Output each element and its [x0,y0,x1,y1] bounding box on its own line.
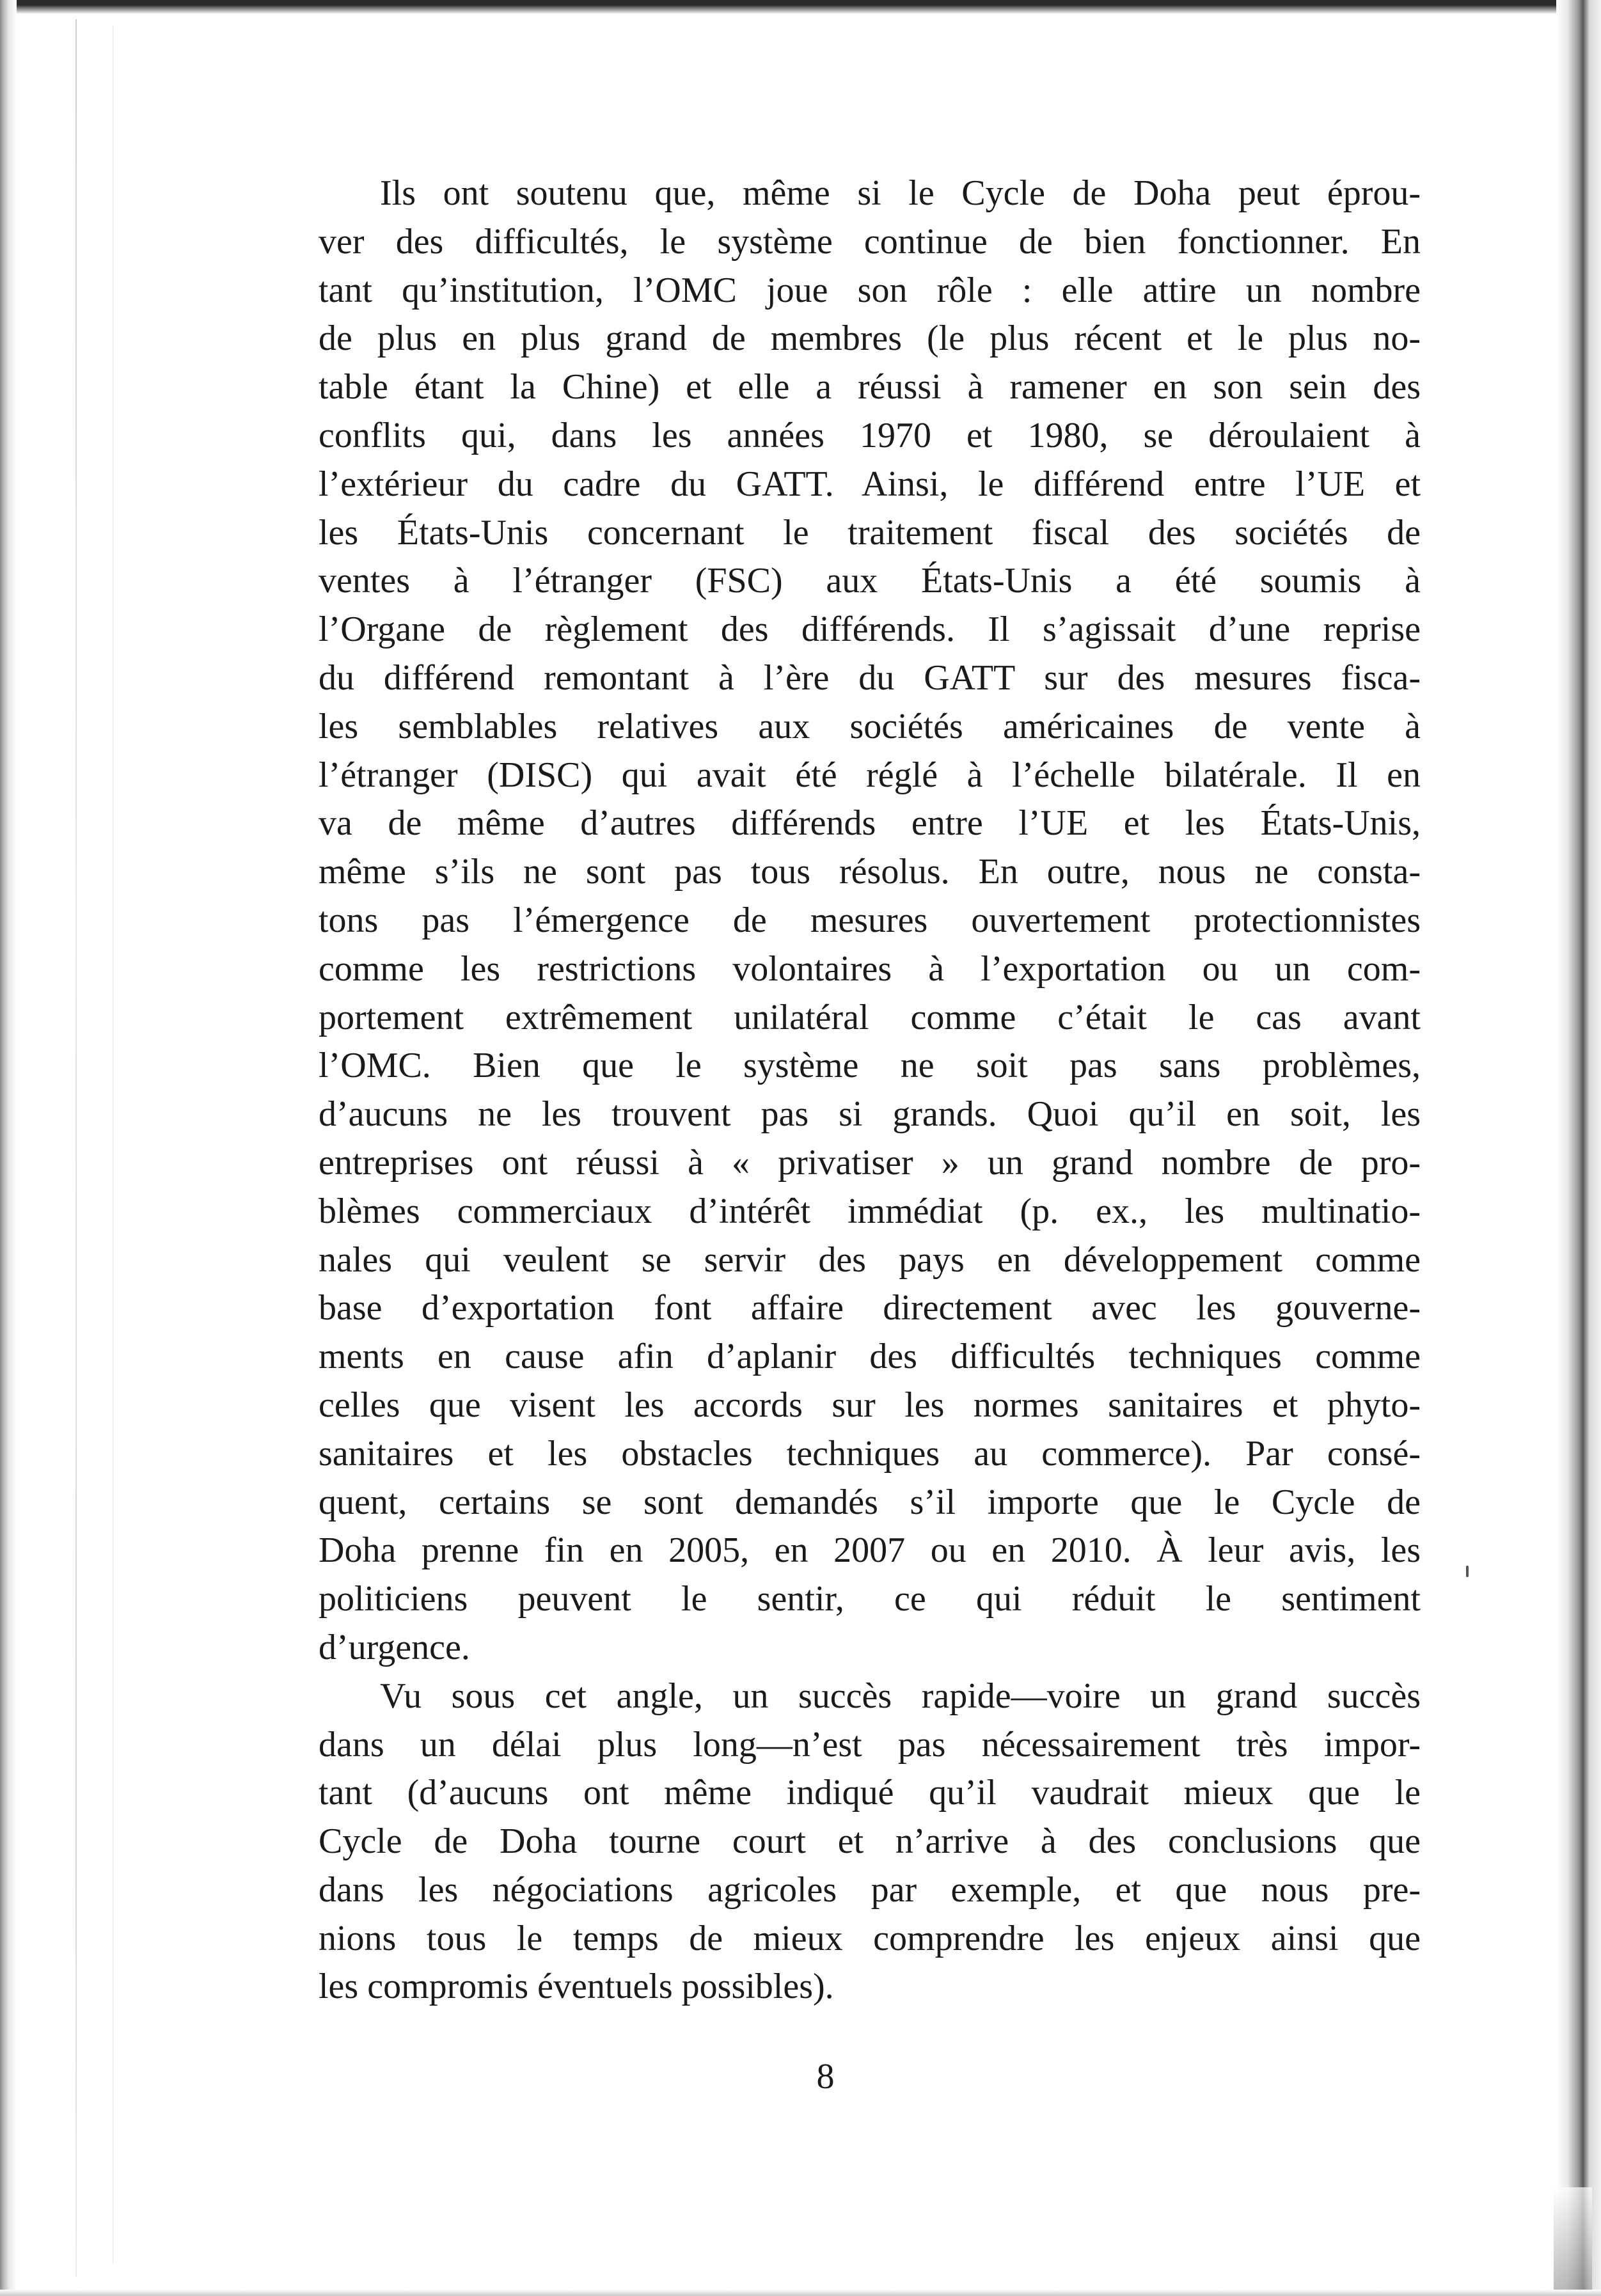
text-line: les compromis éventuels possibles). [319,1967,834,2007]
scan-corner-shadow [1554,2187,1592,2296]
scan-speck [1466,1566,1469,1577]
paragraph-2 [319,1672,1421,2012]
text-line: quent, certains se sont demandés s’il importe que le Cycle de [319,1482,1421,1522]
text-line: les semblables relatives aux sociétés américaines de vente à [319,706,1421,746]
text-line: ver des difficultés, le système continue de bien fonctionner. En [319,221,1421,262]
scan-right-edge [1556,0,1601,2296]
page-number: 8 [816,2057,835,2096]
text-line: Vu sous cet angle, un succès rapide—voire un grand succès [380,1676,1421,1716]
text-line: tant (d’aucuns ont même indiqué qu’il vaudrait mieux que le [319,1773,1421,1813]
text-line: d’aucuns ne les trouvent pas si grands. Quoi qu’il en soit, les [319,1094,1421,1135]
scan-top-edge [0,0,1601,14]
text-line: l’extérieur du cadre du GATT. Ainsi, le différend entre l’UE et [319,464,1421,504]
text-line: nions tous le temps de mieux comprendre les enjeux ainsi que [319,1918,1421,1958]
text-line: comme les restrictions volontaires à l’exportation ou un com- [319,948,1421,989]
text-line: ventes à l’étranger (FSC) aux États-Unis a été soumis à [319,561,1421,601]
body-text [319,169,1421,2011]
text-line: Ils ont soutenu que, même si le Cycle de Doha peut éprou- [380,173,1421,213]
paragraph-1 [319,169,1421,1672]
text-line: nales qui veulent se servir des pays en développement comme [319,1239,1421,1280]
text-line: base d’exportation font affaire directement avec les gouverne- [319,1288,1421,1328]
text-line: l’Organe de règlement des différends. Il s’agissait d’une reprise [319,609,1421,650]
text-line: tant qu’institution, l’OMC joue son rôle : elle attire un nombre [319,270,1421,310]
text-line: dans un délai plus long—n’est pas nécessairement très impor- [319,1724,1421,1765]
text-line: entreprises ont réussi à « privatiser » un grand nombre de pro- [319,1142,1421,1183]
scan-binding-line [75,19,77,2277]
text-line: conflits qui, dans les années 1970 et 1980, se déroulaient à [319,415,1421,455]
scan-bottom-edge [0,2290,1601,2296]
text-line: l’étranger (DISC) qui avait été réglé à l’échelle bilatérale. Il en [319,755,1421,795]
text-line: table étant la Chine) et elle a réussi à ramener en son sein des [319,367,1421,407]
text-line: d’urgence. [319,1627,470,1667]
text-line: même s’ils ne sont pas tous résolus. En outre, nous ne consta- [319,852,1421,892]
text-line: l’OMC. Bien que le système ne soit pas sans problèmes, [319,1046,1421,1086]
text-line: du différend remontant à l’ère du GATT sur des mesures fisca- [319,657,1421,698]
text-line: Doha prenne fin en 2005, en 2007 ou en 2010. À leur avis, les [319,1530,1421,1571]
scan-left-edge [0,0,17,2296]
text-line: sanitaires et les obstacles techniques au commerce). Par consé- [319,1433,1421,1474]
text-line: de plus en plus grand de membres (le plus récent et le plus no- [319,318,1421,359]
text-line: dans les négociations agricoles par exemple, et que nous pre- [319,1869,1421,1910]
text-line: les États-Unis concernant le traitement fiscal des sociétés de [319,512,1421,553]
text-line: portement extrêmement unilatéral comme c’était le cas avant [319,997,1421,1037]
text-line: tons pas l’émergence de mesures ouvertement protectionnistes [319,900,1421,940]
text-line: ments en cause afin d’aplanir des difficultés techniques comme [319,1337,1421,1377]
text-line: celles que visent les accords sur les normes sanitaires et phyto- [319,1385,1421,1425]
text-line: blèmes commerciaux d’intérêt immédiat (p. ex., les multinatio- [319,1191,1421,1231]
text-line: va de même d’autres différends entre l’UE et les États-Unis, [319,803,1421,844]
text-line: politiciens peuvent le sentir, ce qui réduit le sentiment [319,1579,1421,1619]
text-line: Cycle de Doha tourne court et n’arrive à des conclusions que [319,1821,1421,1862]
